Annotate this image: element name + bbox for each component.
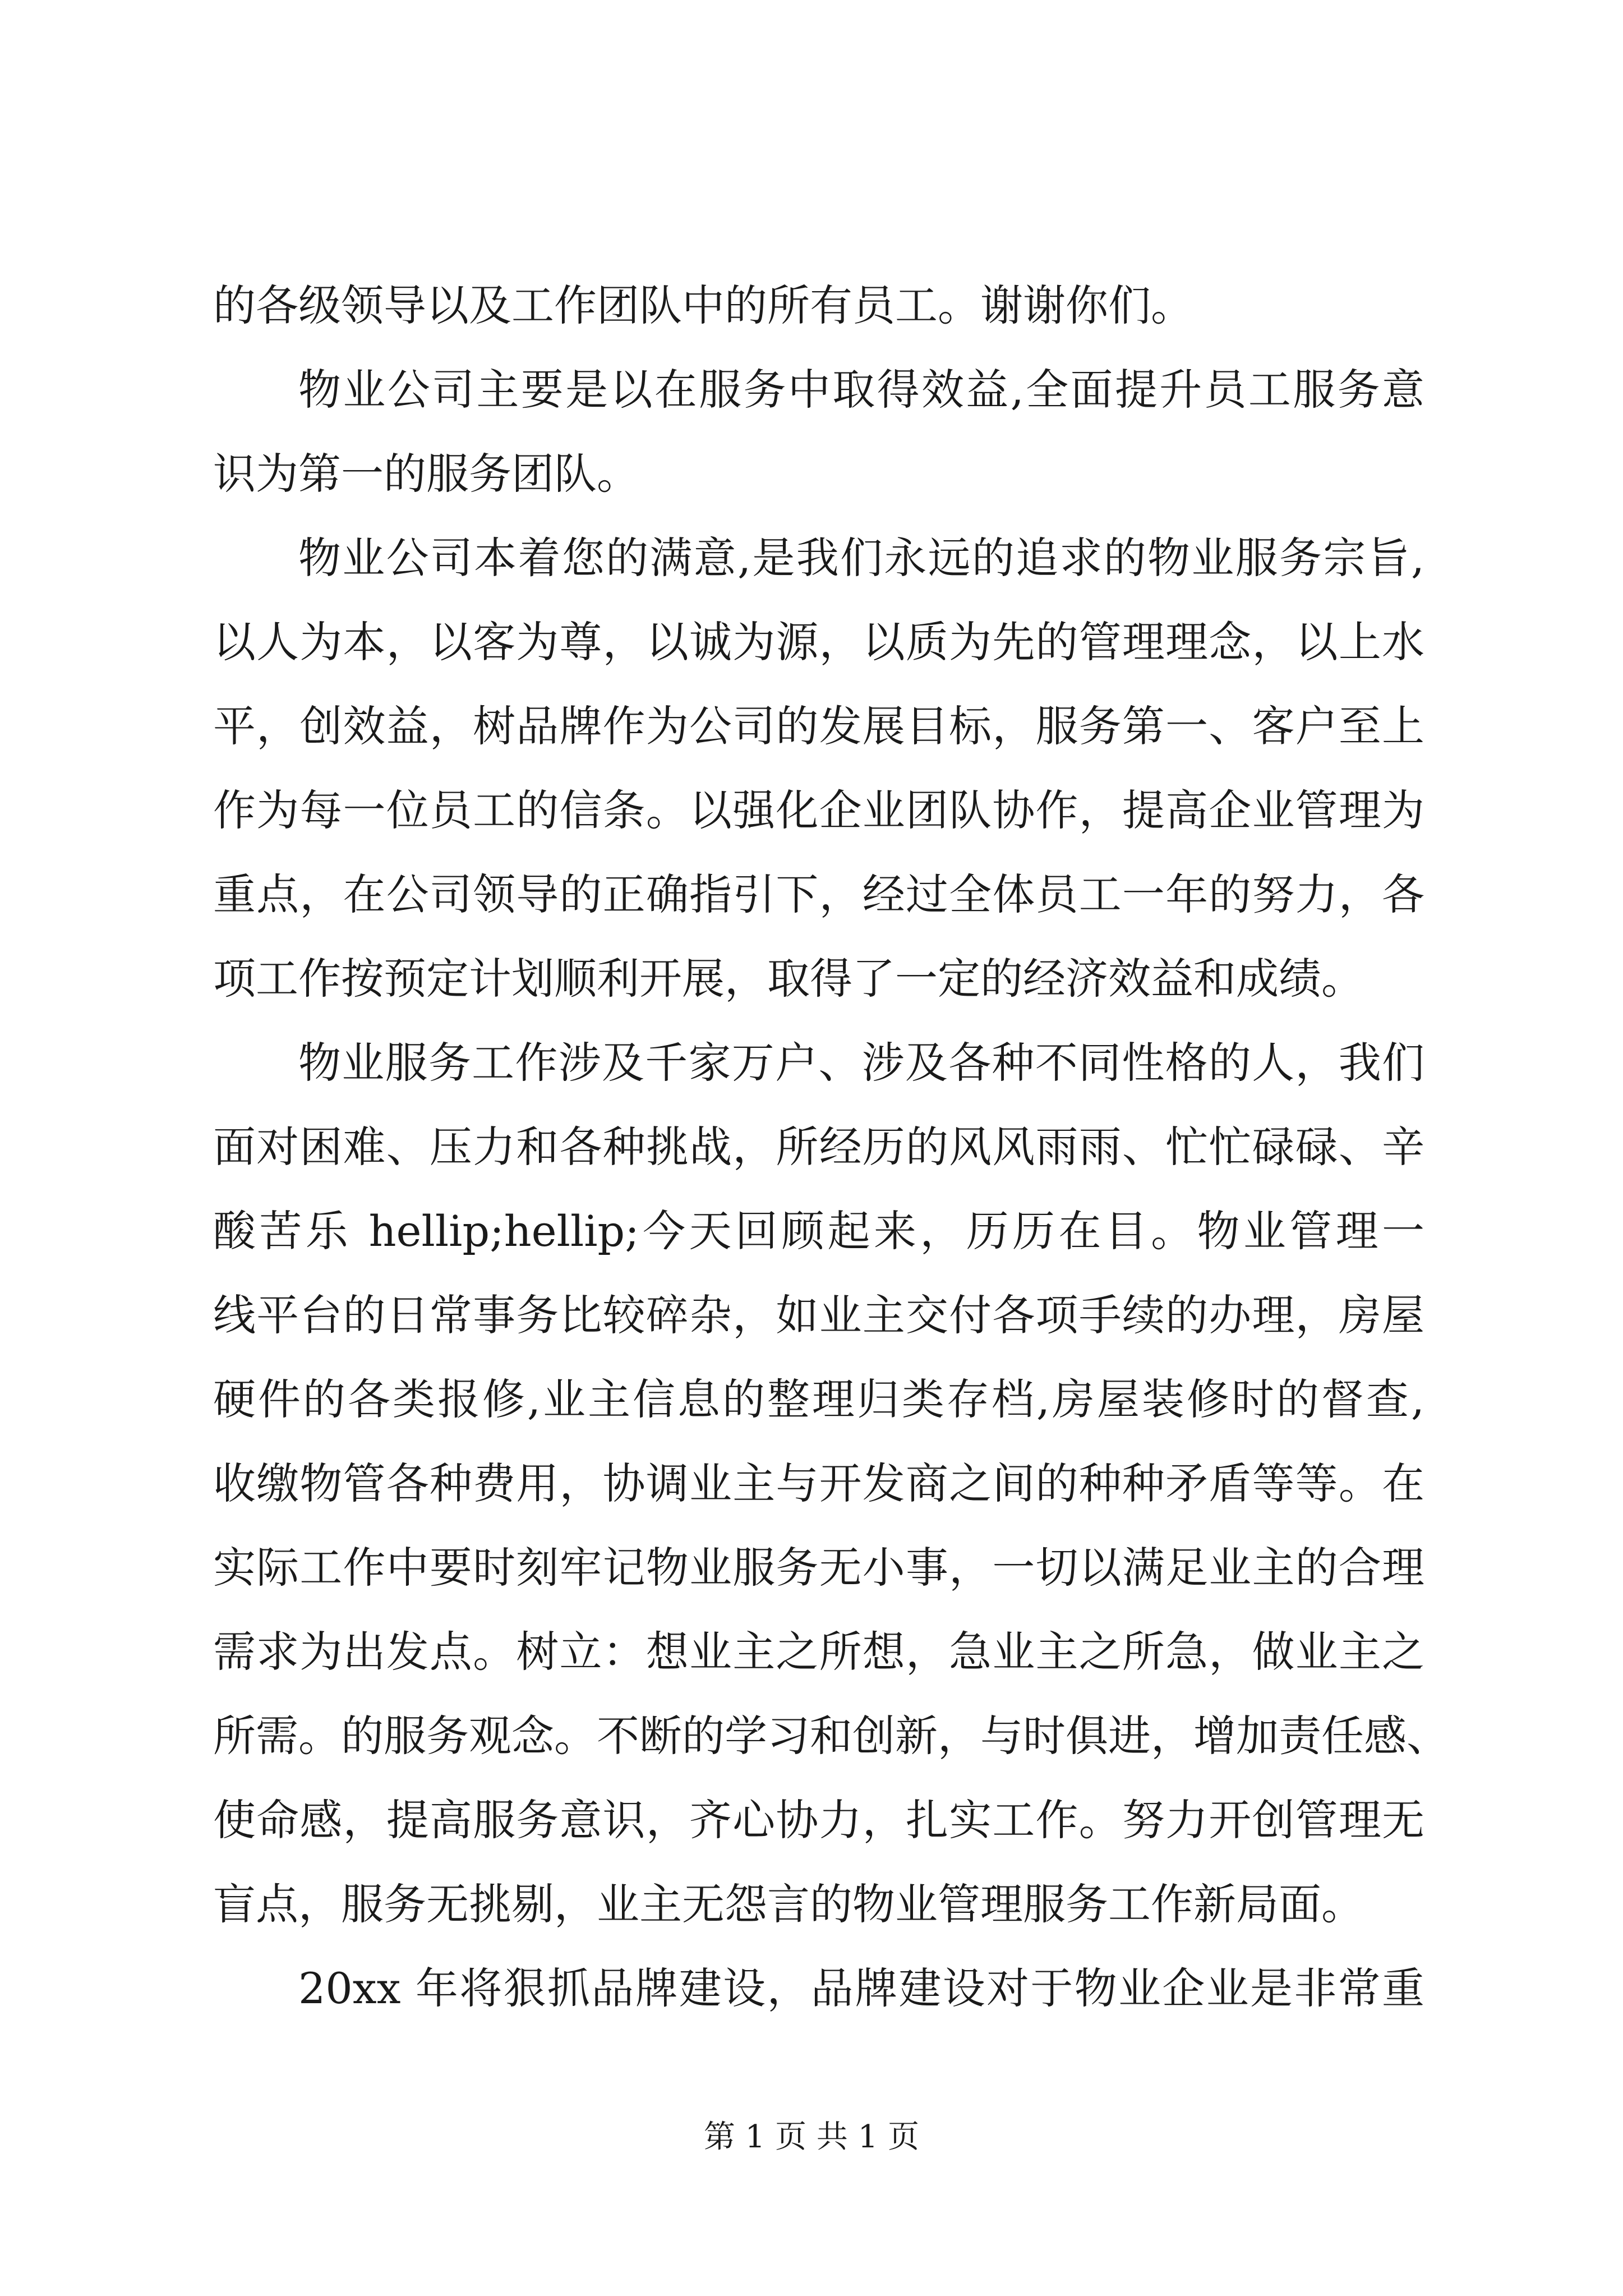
- text-line: 实际工作中要时刻牢记物业服务无小事，一切以满足业主的合理: [213, 1543, 1424, 1593]
- text-line: 20xx 年将狠抓品牌建设，品牌建设对于物业企业是非常重: [298, 1963, 1424, 2013]
- text-line: 线平台的日常事务比较碎杂，如业主交付各项手续的办理，房屋: [213, 1290, 1424, 1340]
- text-line: 以人为本，以客为尊，以诚为源，以质为先的管理理念，以上水: [213, 617, 1424, 667]
- text-line: 的各级领导以及工作团队中的所有员工。谢谢你们。: [213, 280, 1193, 330]
- text-line: 硬件的各类报修,业主信息的整理归类存档,房屋装修时的督查,: [213, 1374, 1424, 1424]
- text-line: 平，创效益，树品牌作为公司的发展目标，服务第一、客户至上: [213, 701, 1424, 751]
- text-line: 需求为出发点。树立：想业主之所想，急业主之所急，做业主之: [213, 1627, 1424, 1677]
- document-body: [213, 264, 1449, 2031]
- text-line: 物业公司本着您的满意,是我们永远的追求的物业服务宗旨,: [298, 533, 1424, 583]
- text-line: 面对困难、压力和各种挑战，所经历的风风雨雨、忙忙碌碌、辛: [213, 1122, 1424, 1172]
- text-line: 酸苦乐 hellip;hellip;今天回顾起来，历历在目。物业管理一: [213, 1206, 1424, 1256]
- text-line: 收缴物管各种费用，协调业主与开发商之间的种种矛盾等等。在: [213, 1458, 1424, 1508]
- text-line: 盲点，服务无挑剔，业主无怨言的物业管理服务工作新局面。: [213, 1879, 1364, 1929]
- text-line: 物业服务工作涉及千家万户、涉及各种不同性格的人，我们: [298, 1038, 1424, 1088]
- text-line: 使命感，提高服务意识，齐心协力，扎实工作。努力开创管理无: [213, 1795, 1424, 1845]
- text-line: 重点，在公司领导的正确指引下，经过全体员工一年的努力，各: [213, 869, 1424, 919]
- text-line: 识为第一的服务团队。: [213, 449, 639, 499]
- text-line: 物业公司主要是以在服务中取得效益,全面提升员工服务意: [298, 365, 1424, 415]
- page-footer: 第 1 页 共 1 页: [703, 2119, 920, 2155]
- text-line: 项工作按预定计划顺利开展，取得了一定的经济效益和成绩。: [213, 954, 1364, 1004]
- text-line: 所需。的服务观念。不断的学习和创新，与时俱进，增加责任感、: [213, 1711, 1449, 1761]
- text-line: 作为每一位员工的信条。以强化企业团队协作，提高企业管理为: [213, 785, 1424, 835]
